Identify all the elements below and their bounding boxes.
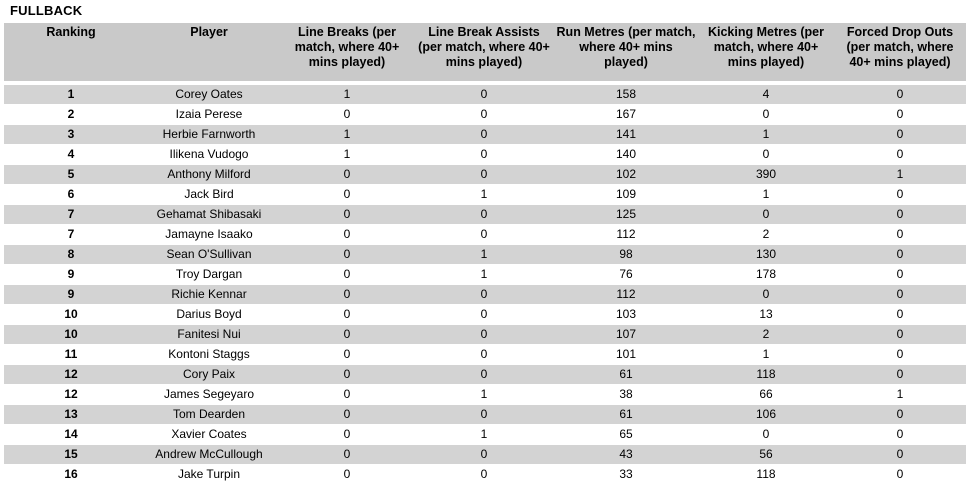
- line-breaks-cell: 0: [280, 425, 414, 445]
- line-breaks-cell: 0: [280, 105, 414, 125]
- rank-cell: 7: [4, 225, 138, 245]
- line-breaks-cell: 0: [280, 345, 414, 365]
- line-break-assists-cell: 1: [414, 385, 554, 405]
- stats-table: [4, 23, 966, 485]
- player-cell: Darius Boyd: [138, 305, 280, 325]
- run-metres-cell: 38: [554, 385, 698, 405]
- table-row: [4, 165, 966, 185]
- rank-cell: 15: [4, 445, 138, 465]
- run-metres-cell: 98: [554, 245, 698, 265]
- player-cell: Fanitesi Nui: [138, 325, 280, 345]
- rank-cell: 12: [4, 365, 138, 385]
- rank-cell: 9: [4, 285, 138, 305]
- kicking-metres-cell: 2: [698, 225, 834, 245]
- line-break-assists-cell: 0: [414, 125, 554, 145]
- run-metres-cell: 103: [554, 305, 698, 325]
- forced-drop-outs-cell: 0: [834, 185, 966, 205]
- line-breaks-cell: 0: [280, 385, 414, 405]
- player-cell: Ilikena Vudogo: [138, 145, 280, 165]
- line-breaks-cell: 0: [280, 405, 414, 425]
- table-row: [4, 105, 966, 125]
- forced-drop-outs-cell: 0: [834, 425, 966, 445]
- forced-drop-outs-cell: 0: [834, 125, 966, 145]
- kicking-metres-cell: 118: [698, 465, 834, 485]
- kicking-metres-cell: 106: [698, 405, 834, 425]
- table-row: [4, 425, 966, 445]
- line-break-assists-cell: 0: [414, 325, 554, 345]
- table-row: [4, 145, 966, 165]
- forced-drop-outs-cell: 0: [834, 205, 966, 225]
- table-row: [4, 325, 966, 345]
- kicking-metres-cell: 130: [698, 245, 834, 265]
- header-kicking-metres: Kicking Metres (per match, where 40+ mins played): [698, 23, 834, 81]
- line-break-assists-cell: 0: [414, 105, 554, 125]
- kicking-metres-cell: 2: [698, 325, 834, 345]
- rank-cell: 3: [4, 125, 138, 145]
- rank-cell: 6: [4, 185, 138, 205]
- forced-drop-outs-cell: 0: [834, 105, 966, 125]
- table-row: [4, 465, 966, 485]
- line-break-assists-cell: 0: [414, 225, 554, 245]
- line-break-assists-cell: 0: [414, 165, 554, 185]
- table-row: [4, 125, 966, 145]
- table-row: [4, 445, 966, 465]
- player-cell: Jake Turpin: [138, 465, 280, 485]
- table-row: [4, 225, 966, 245]
- player-cell: Cory Paix: [138, 365, 280, 385]
- table-row: [4, 245, 966, 265]
- line-breaks-cell: 0: [280, 365, 414, 385]
- line-breaks-cell: 1: [280, 125, 414, 145]
- header-line-breaks: Line Breaks (per match, where 40+ mins played): [280, 23, 414, 81]
- run-metres-cell: 158: [554, 85, 698, 105]
- line-breaks-cell: 0: [280, 285, 414, 305]
- kicking-metres-cell: 1: [698, 345, 834, 365]
- forced-drop-outs-cell: 0: [834, 365, 966, 385]
- line-break-assists-cell: 0: [414, 205, 554, 225]
- table-row: [4, 405, 966, 425]
- header-ranking: Ranking: [4, 23, 138, 81]
- forced-drop-outs-cell: 0: [834, 325, 966, 345]
- run-metres-cell: 167: [554, 105, 698, 125]
- line-break-assists-cell: 0: [414, 365, 554, 385]
- header-run-metres: Run Metres (per match, where 40+ mins played): [554, 23, 698, 81]
- line-break-assists-cell: 1: [414, 185, 554, 205]
- player-cell: Gehamat Shibasaki: [138, 205, 280, 225]
- line-break-assists-cell: 0: [414, 305, 554, 325]
- rank-cell: 10: [4, 325, 138, 345]
- run-metres-cell: 43: [554, 445, 698, 465]
- run-metres-cell: 61: [554, 365, 698, 385]
- forced-drop-outs-cell: 0: [834, 265, 966, 285]
- run-metres-cell: 141: [554, 125, 698, 145]
- header-row: [4, 23, 966, 81]
- kicking-metres-cell: 0: [698, 425, 834, 445]
- rank-cell: 7: [4, 205, 138, 225]
- line-break-assists-cell: 0: [414, 85, 554, 105]
- table-row: [4, 205, 966, 225]
- line-breaks-cell: 0: [280, 325, 414, 345]
- table-row: [4, 345, 966, 365]
- player-cell: Richie Kennar: [138, 285, 280, 305]
- kicking-metres-cell: 0: [698, 285, 834, 305]
- line-breaks-cell: 0: [280, 225, 414, 245]
- player-cell: Izaia Perese: [138, 105, 280, 125]
- table-body: [4, 81, 966, 485]
- player-cell: Tom Dearden: [138, 405, 280, 425]
- kicking-metres-cell: 118: [698, 365, 834, 385]
- line-break-assists-cell: 1: [414, 265, 554, 285]
- rank-cell: 4: [4, 145, 138, 165]
- rank-cell: 10: [4, 305, 138, 325]
- rank-cell: 8: [4, 245, 138, 265]
- line-breaks-cell: 0: [280, 465, 414, 485]
- kicking-metres-cell: 66: [698, 385, 834, 405]
- player-cell: James Segeyaro: [138, 385, 280, 405]
- rank-cell: 13: [4, 405, 138, 425]
- forced-drop-outs-cell: 0: [834, 465, 966, 485]
- table-row: [4, 365, 966, 385]
- header-forced-drop-outs: Forced Drop Outs (per match, where 40+ mins played): [834, 23, 966, 81]
- forced-drop-outs-cell: 0: [834, 145, 966, 165]
- player-cell: Herbie Farnworth: [138, 125, 280, 145]
- line-breaks-cell: 0: [280, 205, 414, 225]
- forced-drop-outs-cell: 1: [834, 165, 966, 185]
- forced-drop-outs-cell: 0: [834, 445, 966, 465]
- rank-cell: 5: [4, 165, 138, 185]
- kicking-metres-cell: 390: [698, 165, 834, 185]
- kicking-metres-cell: 1: [698, 125, 834, 145]
- run-metres-cell: 33: [554, 465, 698, 485]
- player-cell: Jamayne Isaako: [138, 225, 280, 245]
- line-breaks-cell: 0: [280, 445, 414, 465]
- player-cell: Kontoni Staggs: [138, 345, 280, 365]
- table-title: FULLBACK: [10, 3, 83, 18]
- player-cell: Jack Bird: [138, 185, 280, 205]
- line-break-assists-cell: 0: [414, 445, 554, 465]
- line-breaks-cell: 0: [280, 245, 414, 265]
- line-breaks-cell: 0: [280, 305, 414, 325]
- line-breaks-cell: 0: [280, 185, 414, 205]
- line-break-assists-cell: 1: [414, 425, 554, 445]
- line-breaks-cell: 1: [280, 145, 414, 165]
- player-cell: Sean O'Sullivan: [138, 245, 280, 265]
- header-line-break-assists: Line Break Assists (per match, where 40+ mins played): [414, 23, 554, 81]
- run-metres-cell: 76: [554, 265, 698, 285]
- table-row: [4, 185, 966, 205]
- run-metres-cell: 65: [554, 425, 698, 445]
- table-row: [4, 305, 966, 325]
- kicking-metres-cell: 13: [698, 305, 834, 325]
- kicking-metres-cell: 0: [698, 145, 834, 165]
- line-breaks-cell: 0: [280, 165, 414, 185]
- table-row: [4, 85, 966, 105]
- rank-cell: 1: [4, 85, 138, 105]
- line-breaks-cell: 1: [280, 85, 414, 105]
- player-cell: Xavier Coates: [138, 425, 280, 445]
- line-break-assists-cell: 0: [414, 465, 554, 485]
- rank-cell: 2: [4, 105, 138, 125]
- run-metres-cell: 112: [554, 225, 698, 245]
- forced-drop-outs-cell: 0: [834, 245, 966, 265]
- kicking-metres-cell: 0: [698, 105, 834, 125]
- run-metres-cell: 140: [554, 145, 698, 165]
- table-header: [4, 23, 966, 81]
- run-metres-cell: 107: [554, 325, 698, 345]
- header-player: Player: [138, 23, 280, 81]
- kicking-metres-cell: 56: [698, 445, 834, 465]
- rank-cell: 14: [4, 425, 138, 445]
- forced-drop-outs-cell: 0: [834, 85, 966, 105]
- kicking-metres-cell: 1: [698, 185, 834, 205]
- line-break-assists-cell: 0: [414, 285, 554, 305]
- run-metres-cell: 125: [554, 205, 698, 225]
- rank-cell: 16: [4, 465, 138, 485]
- table-row: [4, 265, 966, 285]
- forced-drop-outs-cell: 0: [834, 305, 966, 325]
- run-metres-cell: 112: [554, 285, 698, 305]
- forced-drop-outs-cell: 0: [834, 405, 966, 425]
- run-metres-cell: 101: [554, 345, 698, 365]
- line-break-assists-cell: 0: [414, 345, 554, 365]
- line-break-assists-cell: 0: [414, 145, 554, 165]
- player-cell: Andrew McCullough: [138, 445, 280, 465]
- line-breaks-cell: 0: [280, 265, 414, 285]
- table-row: [4, 285, 966, 305]
- rank-cell: 11: [4, 345, 138, 365]
- forced-drop-outs-cell: 1: [834, 385, 966, 405]
- rank-cell: 9: [4, 265, 138, 285]
- player-cell: Troy Dargan: [138, 265, 280, 285]
- forced-drop-outs-cell: 0: [834, 345, 966, 365]
- player-cell: Anthony Milford: [138, 165, 280, 185]
- player-cell: Corey Oates: [138, 85, 280, 105]
- kicking-metres-cell: 0: [698, 205, 834, 225]
- line-break-assists-cell: 1: [414, 245, 554, 265]
- run-metres-cell: 109: [554, 185, 698, 205]
- run-metres-cell: 102: [554, 165, 698, 185]
- kicking-metres-cell: 178: [698, 265, 834, 285]
- forced-drop-outs-cell: 0: [834, 225, 966, 245]
- table-row: [4, 385, 966, 405]
- rank-cell: 12: [4, 385, 138, 405]
- kicking-metres-cell: 4: [698, 85, 834, 105]
- run-metres-cell: 61: [554, 405, 698, 425]
- line-break-assists-cell: 0: [414, 405, 554, 425]
- forced-drop-outs-cell: 0: [834, 285, 966, 305]
